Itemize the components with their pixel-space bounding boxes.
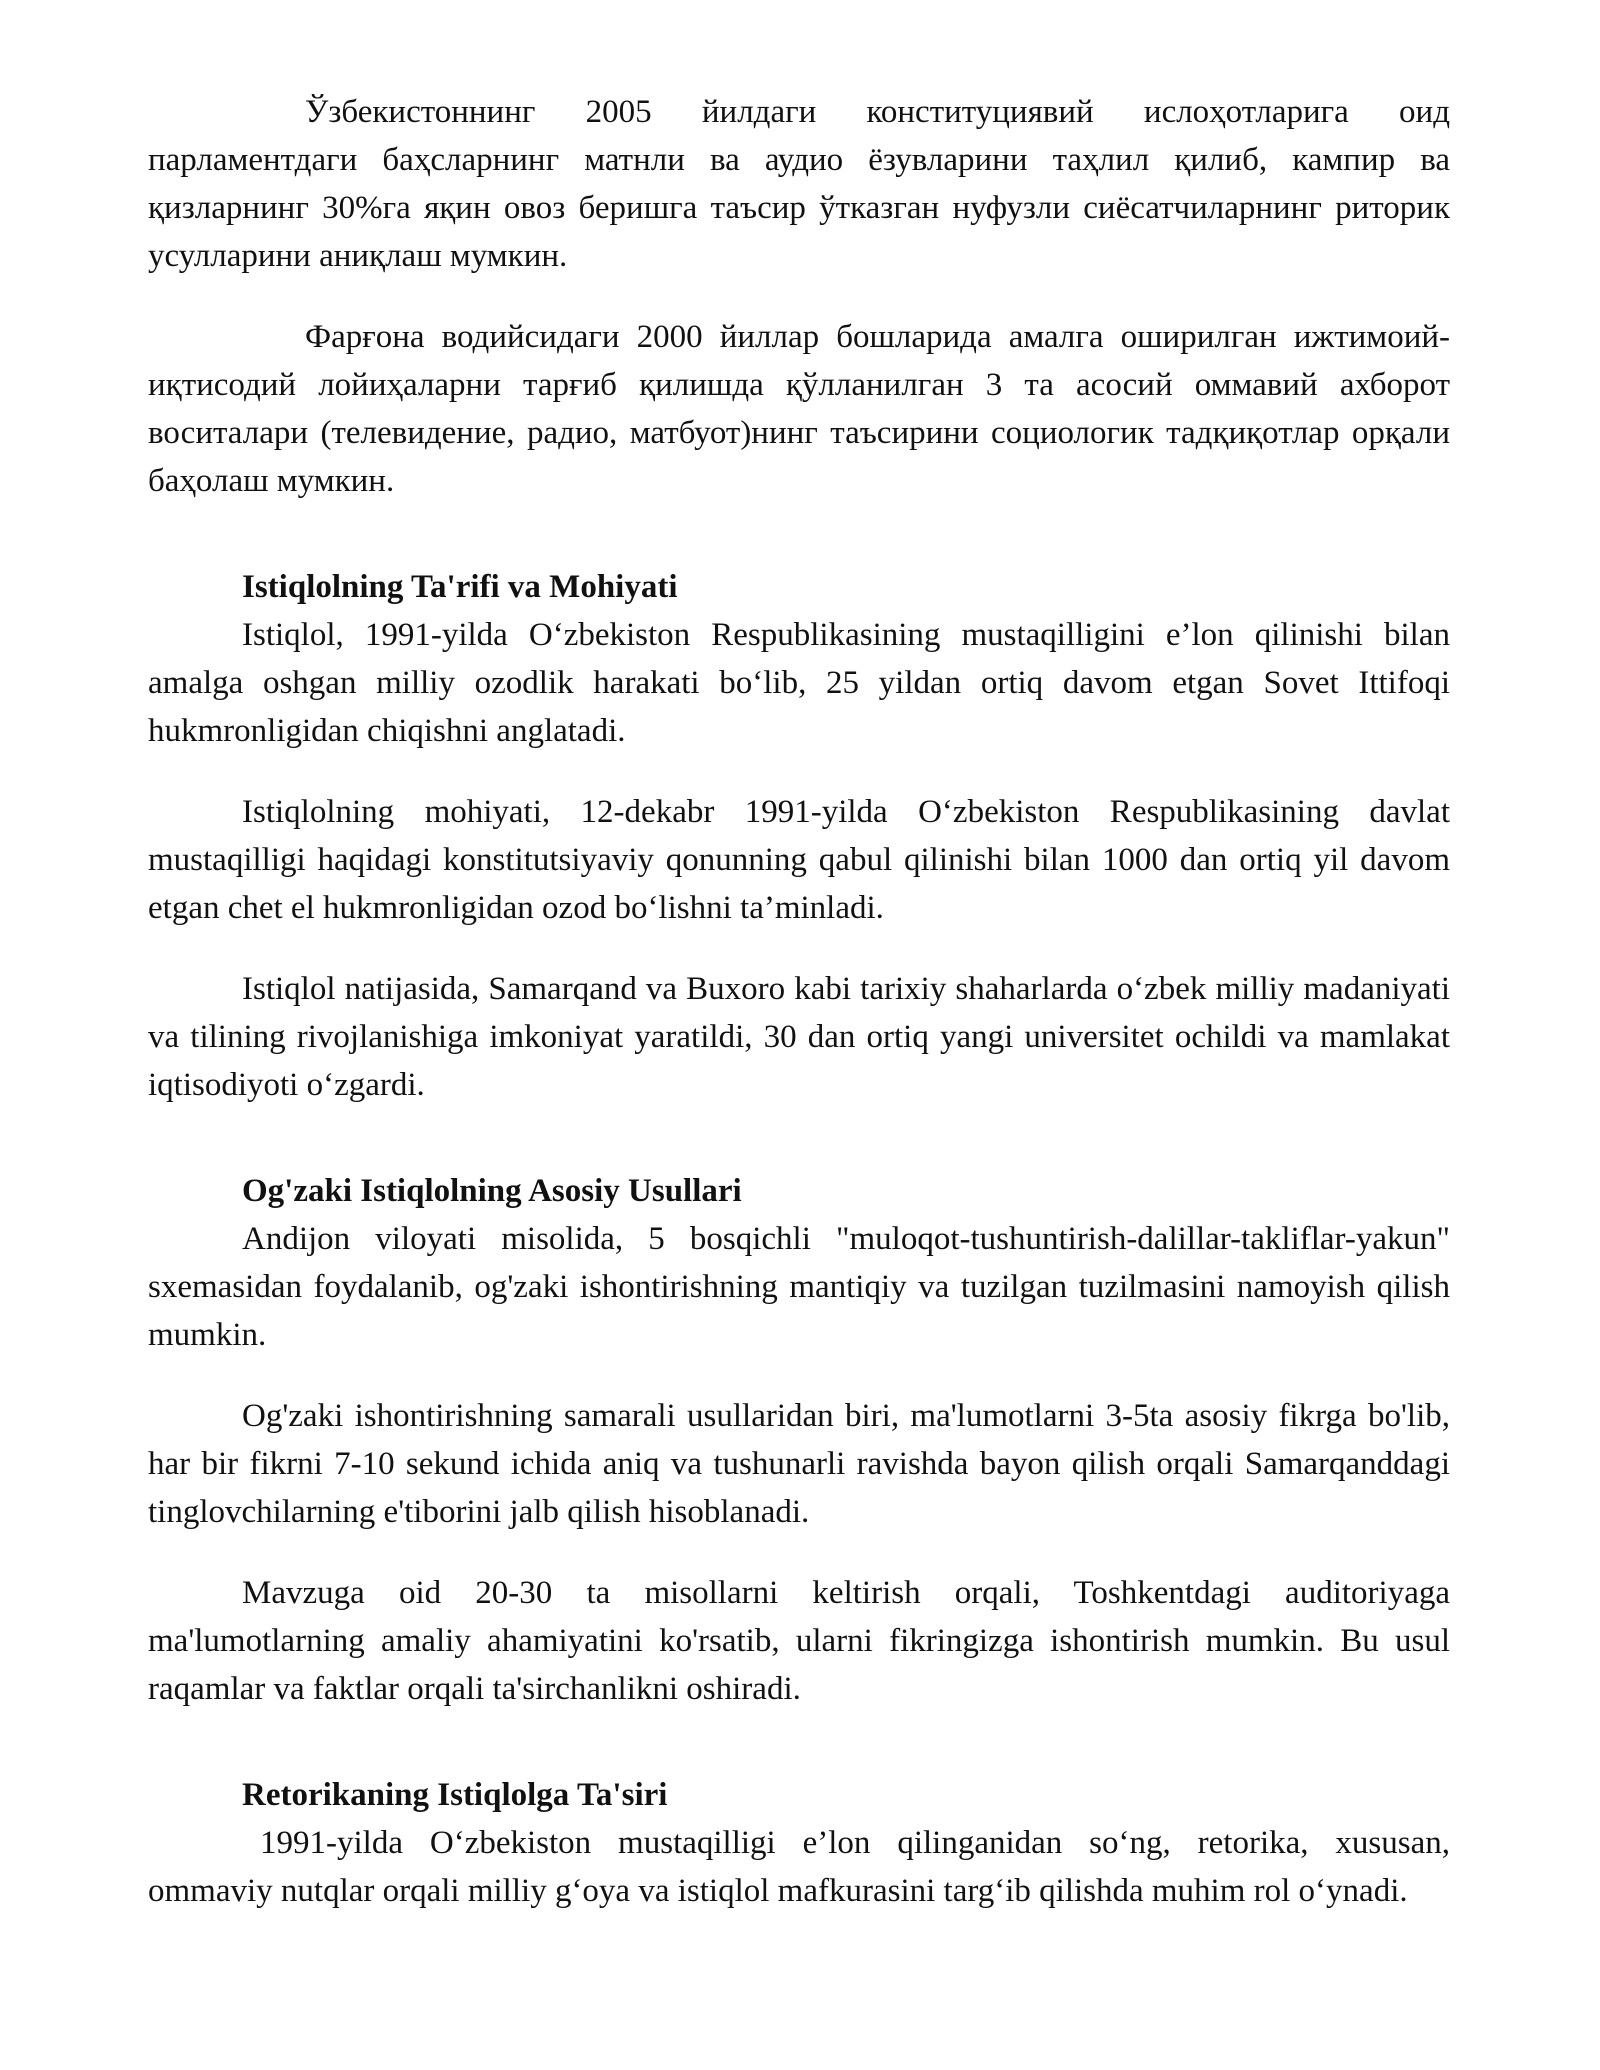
paragraph-constitutional-reforms: Ўзбекистоннинг 2005 йилдаги конституциявий ислоҳотларига оид парламентдаги баҳсларнинг матнли ва аудио ёзувларини таҳлил қилиб, кампир ва қизларнинг 30%га яқин овоз беришга таъсир ўтказган нуфузли сиёсатчиларнинг риторик усулларини аниқлаш мумкин. [148,94,1450,274]
heading-rhetoric-impact: Retorikaning Istiqlolga Ta'siri [242,1777,668,1813]
paragraph-fergana-media: Фарғона водийсидаги 2000 йиллар бошларида амалга оширилган ижтимоий-иқтисодий лойиҳаларни тарғиб қилишда қўлланилган 3 та асосий оммавий ахборот воситалари (телевидение, радио, матбуот)нинг таъсирини социологик тадқиқотлар орқали баҳолаш мумкин. [148,319,1450,499]
paragraph-istiqlol-definition: Istiqlol, 1991-yilda O‘zbekiston Respublikasining mustaqilligini e’lon qilinishi bilan amalga oshgan milliy ozodlik harakati bo‘lib, 25 yildan ortiq davom etgan Sovet Ittifoqi hukmronligidan chiqishni anglatadi. [148,617,1450,749]
paragraph-effective-method: Og'zaki ishontirishning samarali usullaridan biri, ma'lumotlarni 3-5ta asosiy fikrga bo'lib, har bir fikrni 7-10 sekund ichida aniq va tushunarli ravishda bayon qilish orqali Samarqanddagi tinglovchilarning e'tiborini jalb qilish hisoblanadi. [148,1398,1450,1530]
paragraph-rhetoric-role: 1991-yilda O‘zbekiston mustaqilligi e’lon qilinganidan so‘ng, retorika, xususan, ommaviy nutqlar orqali milliy g‘oya va istiqlol mafkurasini targ‘ib qilishda muhim rol o‘ynadi. [148,1825,1450,1909]
paragraph-istiqlol-essence: Istiqlolning mohiyati, 12-dekabr 1991-yilda O‘zbekiston Respublikasining davlat mustaqilligi haqidagi konstitutsiyaviy qonunning qabul qilinishi bilan 1000 dan ortiq yil davom etgan chet el hukmronligidan ozod bo‘lishni ta’minladi. [148,794,1450,926]
document-page [148,88,1450,1915]
paragraph-andijon-scheme: Andijon viloyati misolida, 5 bosqichli "muloqot-tushuntirish-dalillar-takliflar-yakun" sxemasidan foydalanib, og'zaki ishontirishning mantiqiy va tuzilgan tuzilmasini namoyish qilish mumkin. [148,1221,1450,1353]
paragraph-istiqlol-results: Istiqlol natijasida, Samarqand va Buxoro kabi tarixiy shaharlarda o‘zbek milliy madaniyati va tilining rivojlanishiga imkoniyat yaratildi, 30 dan ortiq yangi universitet ochildi va mamlakat iqtisodiyoti o‘zgardi. [148,971,1450,1103]
heading-istiqlol-definition: Istiqlolning Ta'rifi va Mohiyati [242,569,678,605]
heading-oral-methods: Og'zaki Istiqlolning Asosiy Usullari [242,1173,742,1209]
paragraph-examples-method: Mavzuga oid 20-30 ta misollarni keltirish orqali, Toshkentdagi auditoriyaga ma'lumotlarning amaliy ahamiyatini ko'rsatib, ularni fikringizga ishontirish mumkin. Bu usul raqamlar va faktlar orqali ta'sirchanlikni oshiradi. [148,1575,1450,1707]
